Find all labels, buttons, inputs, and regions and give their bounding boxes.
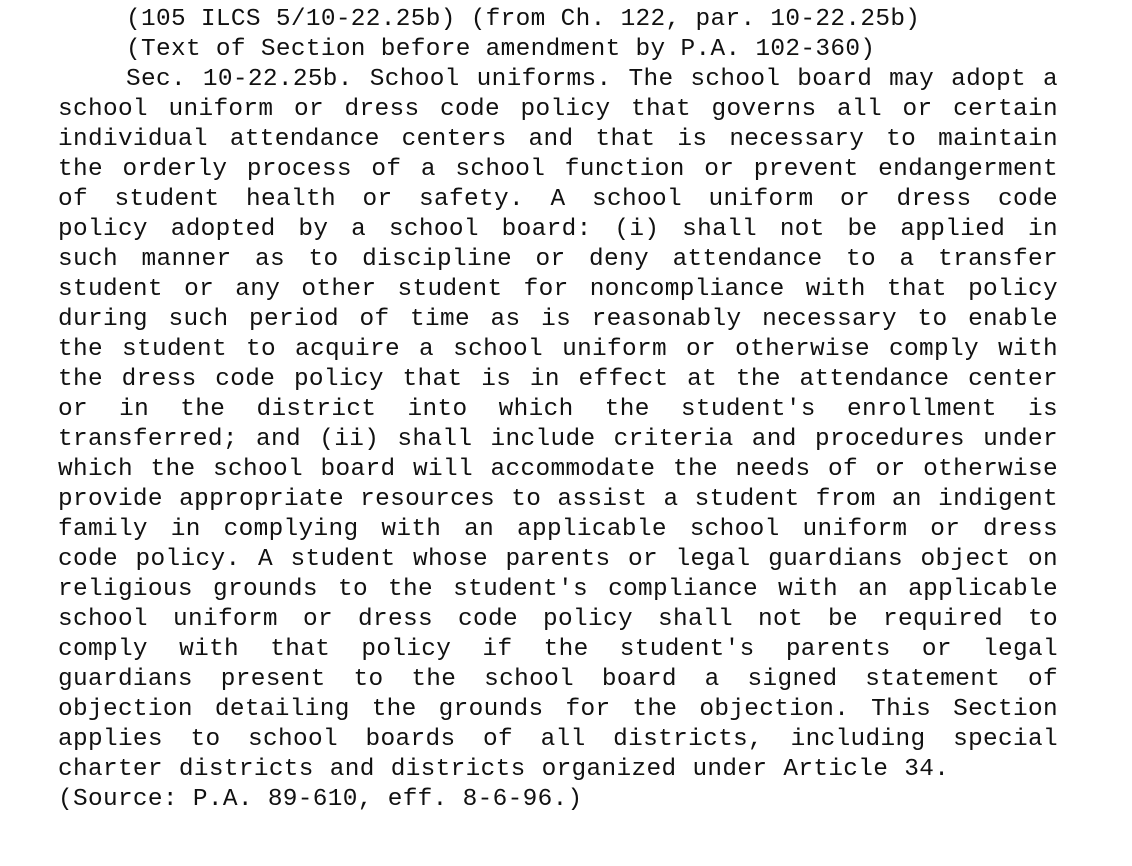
statute-document — [58, 5, 1058, 815]
statute-body — [58, 65, 1058, 785]
statute-body-text: Sec. 10-22.25b. School uniforms. The school board may adopt a school uniform or dress code policy that governs all or certain individual attendance centers and that is necessary to maintain the orderly process of a school function or prevent endangerment of student health or safety. A school uniform or dress code policy adopted by a school board: (i) shall not be applied in such manner as to discipline or deny attendance to a transfer student or any other student for noncompliance with that policy during such period of time as is reasonably necessary to enable the student to acquire a school uniform or otherwise comply with the dress code policy that is in effect at the attendance center or in the district into which the student's enrollment is transferred; and (ii) shall include criteria and procedures under which the school board will accommodate the needs of or otherwise provide appropriate resources to assist a student from an indigent family in complying with an applicable school uniform or dress code policy. A student whose parents or legal guardians object on religious grounds to the student's compliance with an applicable school uniform or dress code policy shall not be required to comply with that policy if the student's parents or legal guardians present to the school board a signed statement of objection detailing the grounds for the objection. This Section applies to school boards of all districts, including special charter districts and districts organized under Article 34. — [58, 66, 1058, 783]
statute-citation: (105 ILCS 5/10-22.25b) (from Ch. 122, par. 10-22.25b) — [126, 6, 921, 33]
source-note: (Source: P.A. 89-610, eff. 8-6-96.) — [58, 786, 583, 813]
version-note: (Text of Section before amendment by P.A. 102-360) — [126, 36, 876, 63]
